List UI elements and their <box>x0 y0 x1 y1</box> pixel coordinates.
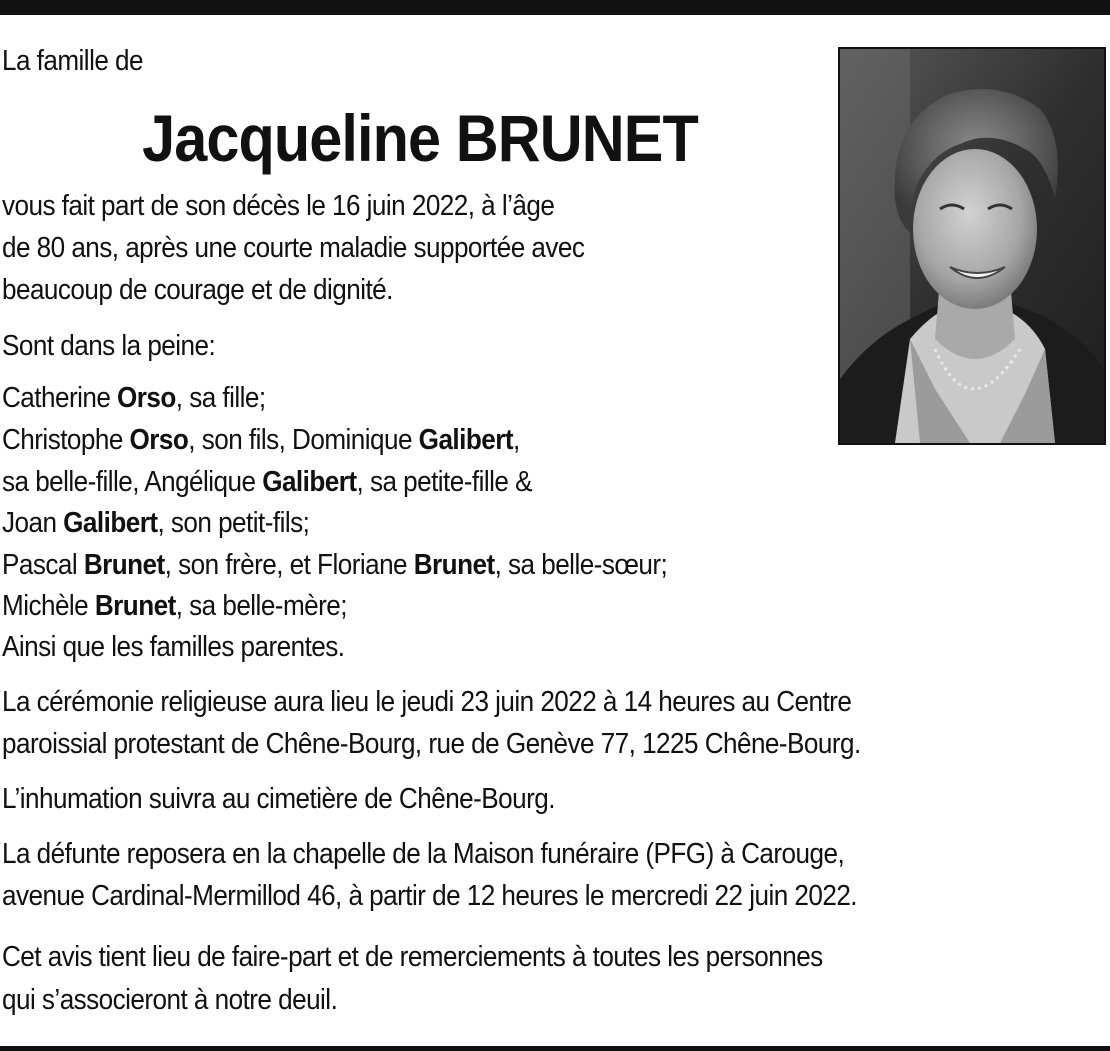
surname: Brunet <box>94 590 176 622</box>
mourner-text: , son fils, Dominique <box>188 424 419 456</box>
announce-line-3: beaucoup de courage et de dignité. <box>2 274 393 306</box>
viewing-line-2: avenue Cardinal-Mermillod 46, à partir de 12 heures le mercredi 22 juin 2022. <box>2 880 858 912</box>
surname: Brunet <box>413 549 495 581</box>
mourner-text: Catherine <box>2 382 118 414</box>
mourner-line-7: Ainsi que les familles parentes. <box>2 631 345 663</box>
mourner-line-1 <box>2 381 266 415</box>
top-rule <box>0 0 1110 15</box>
intro-text: La famille de <box>2 45 143 77</box>
mourner-text: , sa belle-mère; <box>175 590 347 622</box>
mourner-text: , son petit-fils; <box>157 507 310 539</box>
mourner-line-3 <box>2 465 532 499</box>
viewing-line-1: La défunte reposera en la chapelle de la Maison funéraire (PFG) à Carouge, <box>2 838 845 870</box>
mourner-line-4 <box>2 506 309 540</box>
mourner-line-6 <box>2 589 347 623</box>
closing-line-2: qui s’associeront à notre deuil. <box>2 984 338 1016</box>
portrait-photo <box>838 47 1106 445</box>
mourner-text: , son frère, et Floriane <box>164 549 414 581</box>
bottom-rule <box>0 1046 1110 1051</box>
mourner-line-5 <box>2 548 667 582</box>
deceased-name: Jacqueline BRUNET <box>142 101 698 175</box>
announce-line-2: de 80 ans, après une courte maladie supportée avec <box>2 232 585 264</box>
portrait-illustration <box>840 49 1104 443</box>
mourner-text: sa belle-fille, Angélique <box>2 466 263 498</box>
mourner-text: Pascal <box>2 549 84 581</box>
mourner-text: , sa petite-fille & <box>356 466 532 498</box>
closing-line-1: Cet avis tient lieu de faire-part et de remerciements à toutes les personnes <box>2 941 823 973</box>
mourner-text: Christophe <box>2 424 130 456</box>
surname: Brunet <box>83 549 165 581</box>
mourner-line-2 <box>2 423 520 457</box>
mourner-text: Michèle <box>2 590 95 622</box>
announce-line-1: vous fait part de son décès le 16 juin 2022, à l’âge <box>2 190 555 222</box>
mourners-heading: Sont dans la peine: <box>2 330 216 362</box>
ceremony-line-2: paroissial protestant de Chêne-Bourg, rue de Genève 77, 1225 Chêne-Bourg. <box>2 728 861 760</box>
surname: Orso <box>129 424 189 456</box>
surname: Galibert <box>262 466 357 498</box>
mourner-text: , <box>513 424 520 456</box>
surname: Galibert <box>418 424 514 456</box>
mourner-text: , sa belle-sœur; <box>494 549 668 581</box>
burial-text: L’inhumation suivra au cimetière de Chêne-Bourg. <box>2 783 555 815</box>
surname: Orso <box>117 382 176 414</box>
mourner-text: , sa fille; <box>175 382 266 414</box>
surname: Galibert <box>63 507 158 539</box>
mourner-text: Joan <box>2 507 64 539</box>
ceremony-line-1: La cérémonie religieuse aura lieu le jeudi 23 juin 2022 à 14 heures au Centre <box>2 686 852 718</box>
